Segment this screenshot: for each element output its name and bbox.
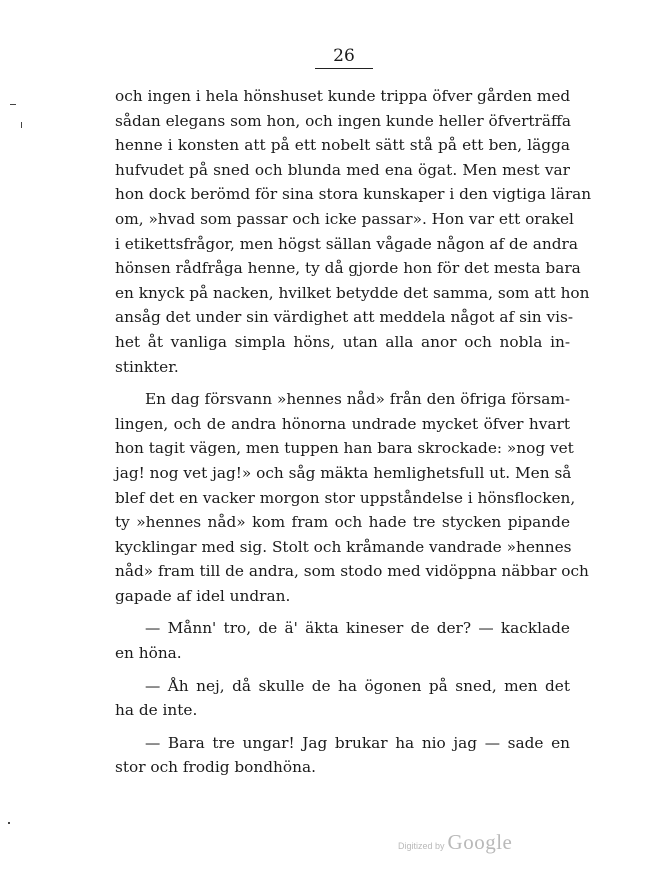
text-line: jag! nog vet jag!» och såg mäkta hemlighetsfull ut. Men så <box>115 463 572 482</box>
paragraph <box>115 616 570 665</box>
digitized-by-google-watermark <box>398 830 512 855</box>
paragraph-gap <box>115 379 570 387</box>
text-line: stinkter. <box>115 357 179 376</box>
text-line: henne i konsten att på ett nobelt sätt stå på ett ben, lägga <box>115 136 570 155</box>
text-line: stor och frodig bondhöna. <box>115 758 316 777</box>
text-line: ty »hennes nåd» kom fram och hade tre stycken pipande <box>115 513 570 532</box>
page-number-rule <box>315 68 373 69</box>
margin-mark <box>10 104 16 105</box>
watermark-prefix: Digitized by <box>398 841 445 851</box>
text-line: hon tagit vägen, men tuppen han bara skrockade: »nog vet <box>115 439 574 458</box>
text-line: — Åh nej, då skulle de ha ögonen på sned, men det <box>145 676 570 695</box>
paragraph-gap <box>115 666 570 674</box>
text-line: En dag försvann »hennes nåd» från den öfriga försam- <box>145 390 570 409</box>
text-line: — Månn' tro, de ä' äkta kineser de der? — kacklade <box>145 619 570 638</box>
text-line: — Bara tre ungar! Jag brukar ha nio jag — sade en <box>145 733 570 752</box>
text-line: hönsen rådfråga henne, ty då gjorde hon för det mesta bara <box>115 259 581 278</box>
page-number: 26 <box>333 46 355 66</box>
text-line: gapade af idel undran. <box>115 586 291 605</box>
text-line: nåd» fram till de andra, som stodo med vidöppna näbbar och <box>115 562 589 581</box>
text-line: hon dock berömd för sina stora kunskaper i den vigtiga läran <box>115 185 592 204</box>
text-line: sådan elegans som hon, och ingen kunde heller öfverträffa <box>115 111 571 130</box>
paragraph-gap <box>115 723 570 731</box>
paragraph <box>115 731 570 780</box>
paragraph <box>115 674 570 723</box>
body-text <box>115 84 592 780</box>
text-line: lingen, och de andra hönorna undrade mycket öfver hvart <box>115 414 570 433</box>
text-line: en höna. <box>115 644 182 663</box>
paragraph <box>115 387 589 608</box>
margin-mark <box>8 822 10 824</box>
google-logo-text: Google <box>447 830 513 854</box>
text-line: om, »hvad som passar och icke passar». Hon var ett orakel <box>115 209 574 228</box>
paragraph-gap <box>115 608 570 616</box>
text-line: och ingen i hela hönshuset kunde trippa öfver gården med <box>115 87 571 105</box>
paragraph <box>115 84 592 379</box>
text-line: ha de inte. <box>115 701 198 720</box>
text-line: ansåg det under sin värdighet att meddela något af sin vis- <box>115 308 574 327</box>
text-line: het åt vanliga simpla höns, utan alla anor och nobla in- <box>115 332 570 351</box>
text-line: en knyck på nacken, hvilket betydde det samma, som att hon <box>115 283 590 302</box>
text-line: i etikettsfrågor, men högst sällan vågade någon af de andra <box>115 234 578 253</box>
text-line: kycklingar med sig. Stolt och kråmande vandrade »hennes <box>115 537 572 556</box>
margin-mark <box>21 122 22 128</box>
text-line: hufvudet på sned och blunda med ena ögat. Men mest var <box>115 160 570 179</box>
text-line: blef det en vacker morgon stor uppståndelse i hönsflocken, <box>115 488 576 507</box>
